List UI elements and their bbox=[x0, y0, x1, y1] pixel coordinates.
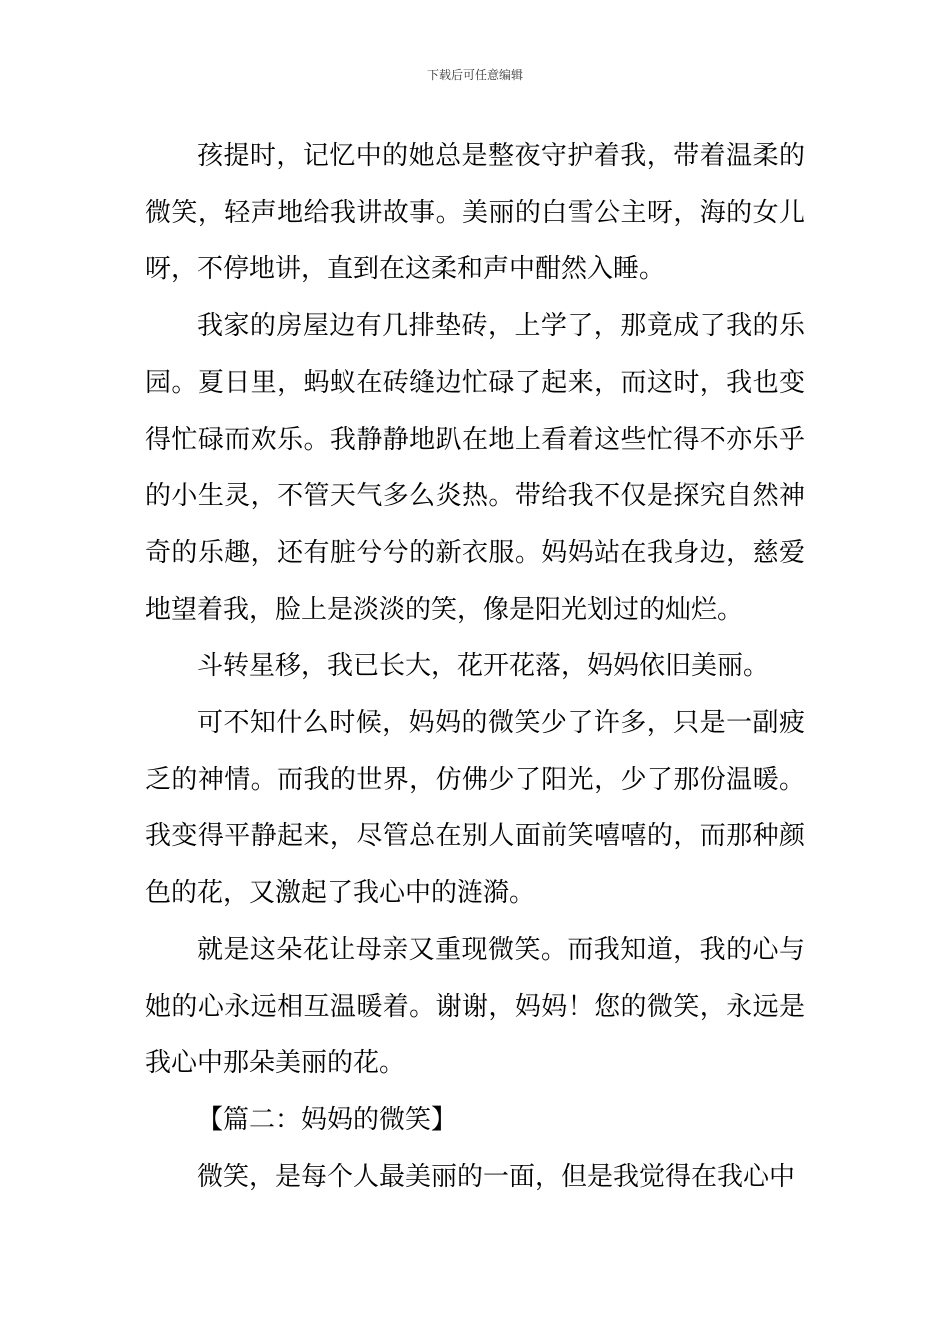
paragraph-6: 微笑，是每个人最美丽的一面，但是我觉得在我心中 bbox=[197, 1161, 796, 1192]
section-heading: 【篇二：妈妈的微笑】 bbox=[197, 1104, 458, 1135]
paragraph-5: 就是这朵花让母亲又重现微笑。而我知道，我的心与她的心永远相互温暖着。谢谢，妈妈！您的微笑，永远是我心中那朵美丽的花。 bbox=[145, 934, 805, 1079]
paragraph-3: 斗转星移，我已长大，花开花落，妈妈依旧美丽。 bbox=[197, 651, 770, 682]
document-body bbox=[145, 128, 805, 1205]
page-header: 下载后可任意编辑 bbox=[426, 68, 523, 82]
paragraph-1: 孩提时，记忆中的她总是整夜守护着我，带着温柔的微笑，轻声地给我讲故事。美丽的白雪公主呀，海的女儿呀，不停地讲，直到在这柔和声中酣然入睡。 bbox=[145, 141, 805, 285]
paragraph-2: 我家的房屋边有几排垫砖，上学了，那竟成了我的乐园。夏日里，蚂蚁在砖缝边忙碌了起来，而这时，我也变得忙碌而欢乐。我静静地趴在地上看着这些忙得不亦乐乎的小生灵，不管天气多么炎热。带给我不仅是探究自然神奇的乐趣，还有脏兮兮的新衣服。妈妈站在我身边，慈爱地望着我，脸上是淡淡的笑，像是阳光划过的灿烂。 bbox=[145, 311, 805, 625]
paragraph-4: 可不知什么时候，妈妈的微笑少了许多，只是一副疲乏的神情。而我的世界，仿佛少了阳光，少了那份温暖。我变得平静起来，尽管总在别人面前笑嘻嘻的，而那种颜色的花，又激起了我心中的涟漪。 bbox=[145, 708, 805, 909]
